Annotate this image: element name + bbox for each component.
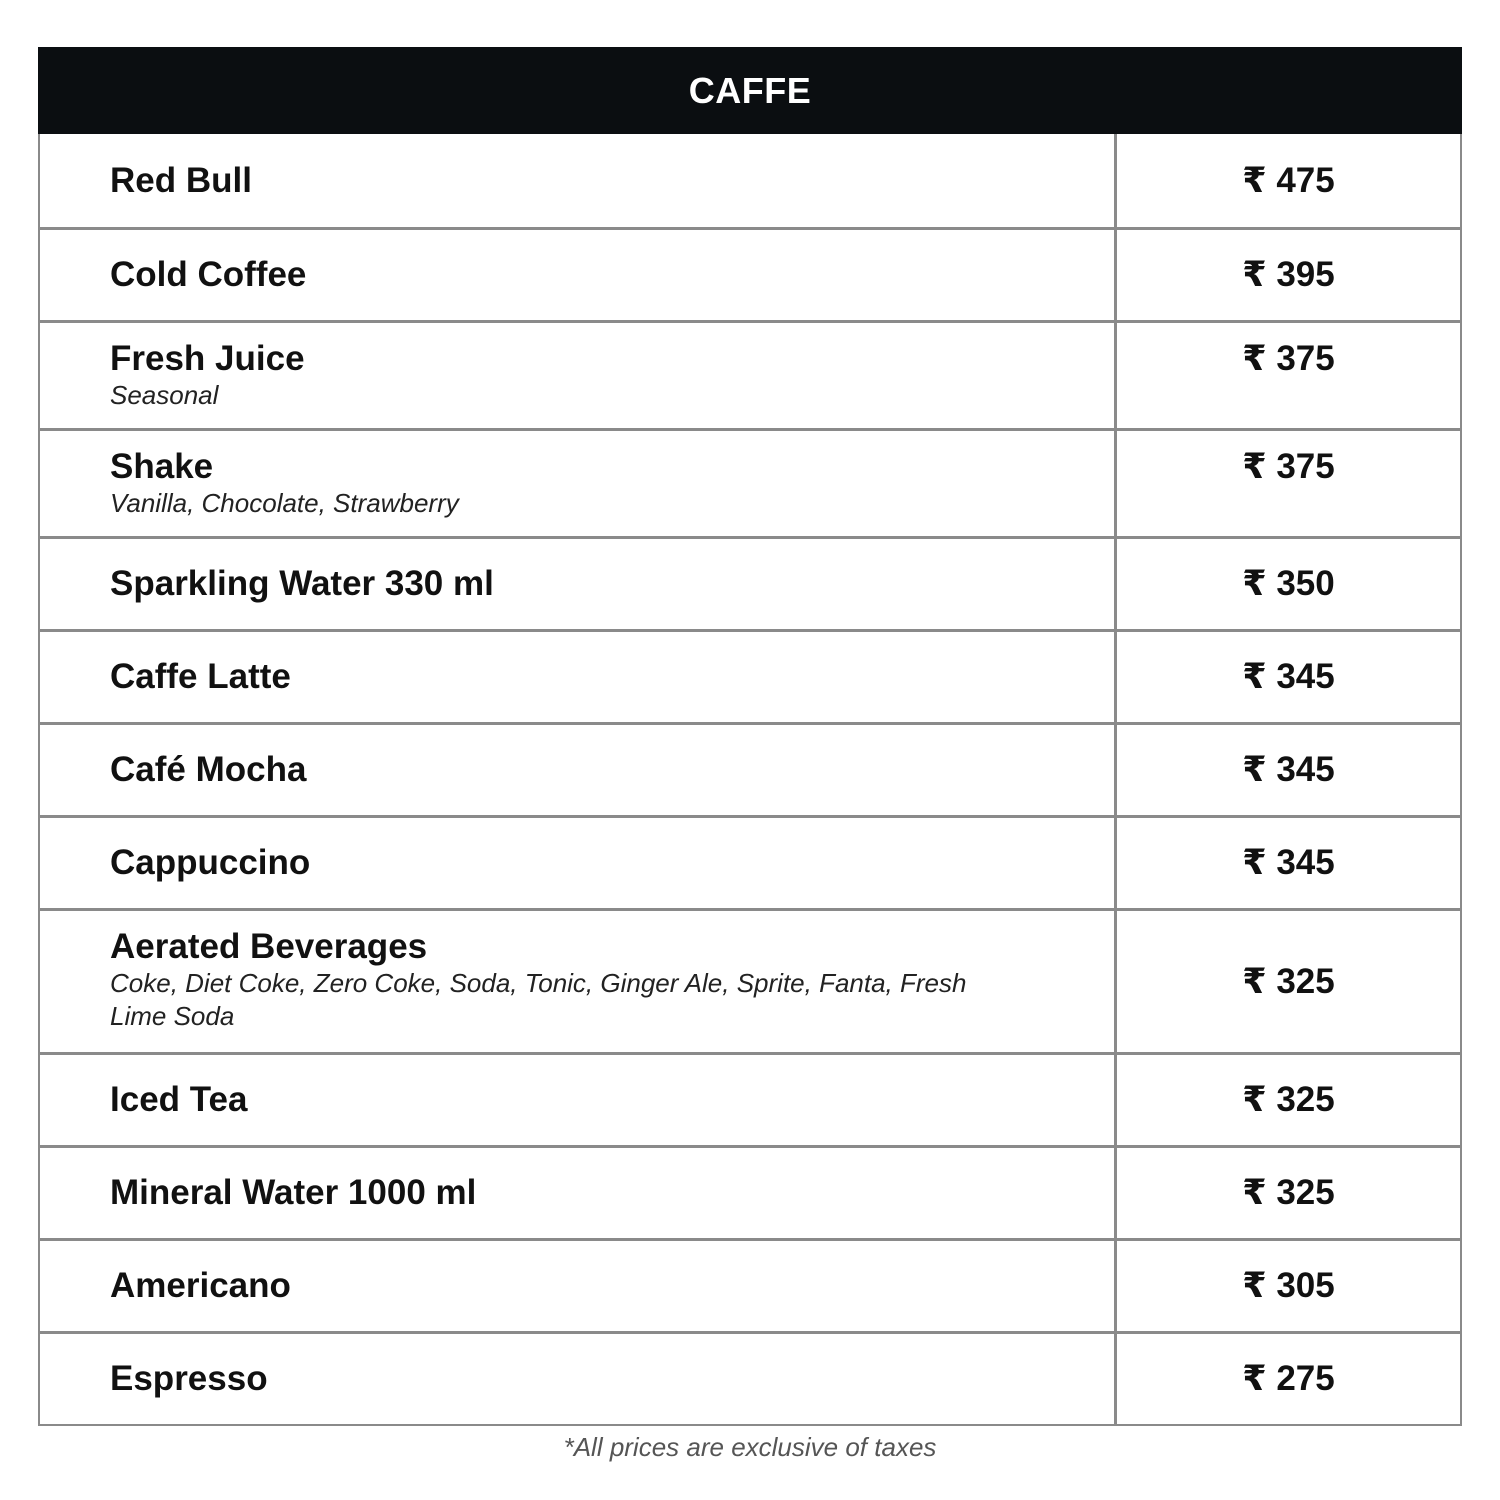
menu-row xyxy=(40,227,1460,320)
item-price: ₹ 375 xyxy=(1242,339,1335,378)
menu-row xyxy=(40,428,1460,536)
item-name-cell xyxy=(40,230,1117,320)
item-description: Coke, Diet Coke, Zero Coke, Soda, Tonic, Ginger Ale, Sprite, Fanta, Fresh Lime Soda xyxy=(110,968,967,1031)
item-name: Fresh Juice xyxy=(110,339,305,378)
item-price: ₹ 325 xyxy=(1242,1173,1335,1212)
menu-title: CAFFE xyxy=(688,69,812,111)
item-price: ₹ 275 xyxy=(1242,1359,1335,1398)
item-name-cell xyxy=(40,431,1117,536)
menu-header xyxy=(38,47,1462,134)
item-price: ₹ 345 xyxy=(1242,750,1335,789)
item-name: Cold Coffee xyxy=(110,255,307,294)
item-name: Café Mocha xyxy=(110,750,307,789)
item-price: ₹ 350 xyxy=(1242,564,1335,603)
item-price: ₹ 345 xyxy=(1242,657,1335,696)
item-name-cell xyxy=(40,323,1117,428)
menu-row xyxy=(40,815,1460,908)
item-price: ₹ 395 xyxy=(1242,255,1335,294)
menu-row xyxy=(40,722,1460,815)
menu-row xyxy=(40,1052,1460,1145)
menu-row xyxy=(40,320,1460,428)
item-price: ₹ 375 xyxy=(1242,447,1335,486)
tax-footnote: *All prices are exclusive of taxes xyxy=(563,1432,937,1462)
item-name-cell xyxy=(40,818,1117,908)
item-name: Espresso xyxy=(110,1359,268,1398)
item-name: Shake xyxy=(110,447,214,486)
menu-row xyxy=(40,1238,1460,1331)
menu-rows xyxy=(40,134,1460,1424)
menu-row xyxy=(40,908,1460,1052)
item-name-cell xyxy=(40,632,1117,722)
menu-row xyxy=(40,1331,1460,1424)
menu-row xyxy=(40,134,1460,227)
item-description: Seasonal xyxy=(110,380,219,410)
item-name: Iced Tea xyxy=(110,1080,248,1119)
item-price: ₹ 475 xyxy=(1242,160,1335,200)
item-name: Aerated Beverages xyxy=(110,927,428,966)
item-name-cell xyxy=(40,1148,1117,1238)
item-name-cell xyxy=(40,539,1117,629)
item-name-cell xyxy=(40,1334,1117,1424)
item-price: ₹ 325 xyxy=(1242,1080,1335,1119)
item-description: Vanilla, Chocolate, Strawberry xyxy=(110,488,459,518)
item-price: ₹ 345 xyxy=(1242,843,1335,882)
menu-row xyxy=(40,536,1460,629)
menu-table xyxy=(38,47,1462,1426)
item-name: Caffe Latte xyxy=(110,657,291,696)
item-price: ₹ 325 xyxy=(1242,961,1335,1001)
item-name: Americano xyxy=(110,1266,291,1305)
item-name: Mineral Water 1000 ml xyxy=(110,1173,477,1212)
item-name-cell xyxy=(40,1055,1117,1145)
menu-row xyxy=(40,629,1460,722)
item-price: ₹ 305 xyxy=(1242,1266,1335,1305)
item-name-cell xyxy=(40,134,1117,227)
item-name-cell xyxy=(40,725,1117,815)
item-name: Red Bull xyxy=(110,160,252,200)
item-name: Cappuccino xyxy=(110,843,311,882)
menu-row xyxy=(40,1145,1460,1238)
item-name-cell xyxy=(40,1241,1117,1331)
item-name-cell xyxy=(40,911,1117,1052)
item-name: Sparkling Water 330 ml xyxy=(110,564,494,603)
